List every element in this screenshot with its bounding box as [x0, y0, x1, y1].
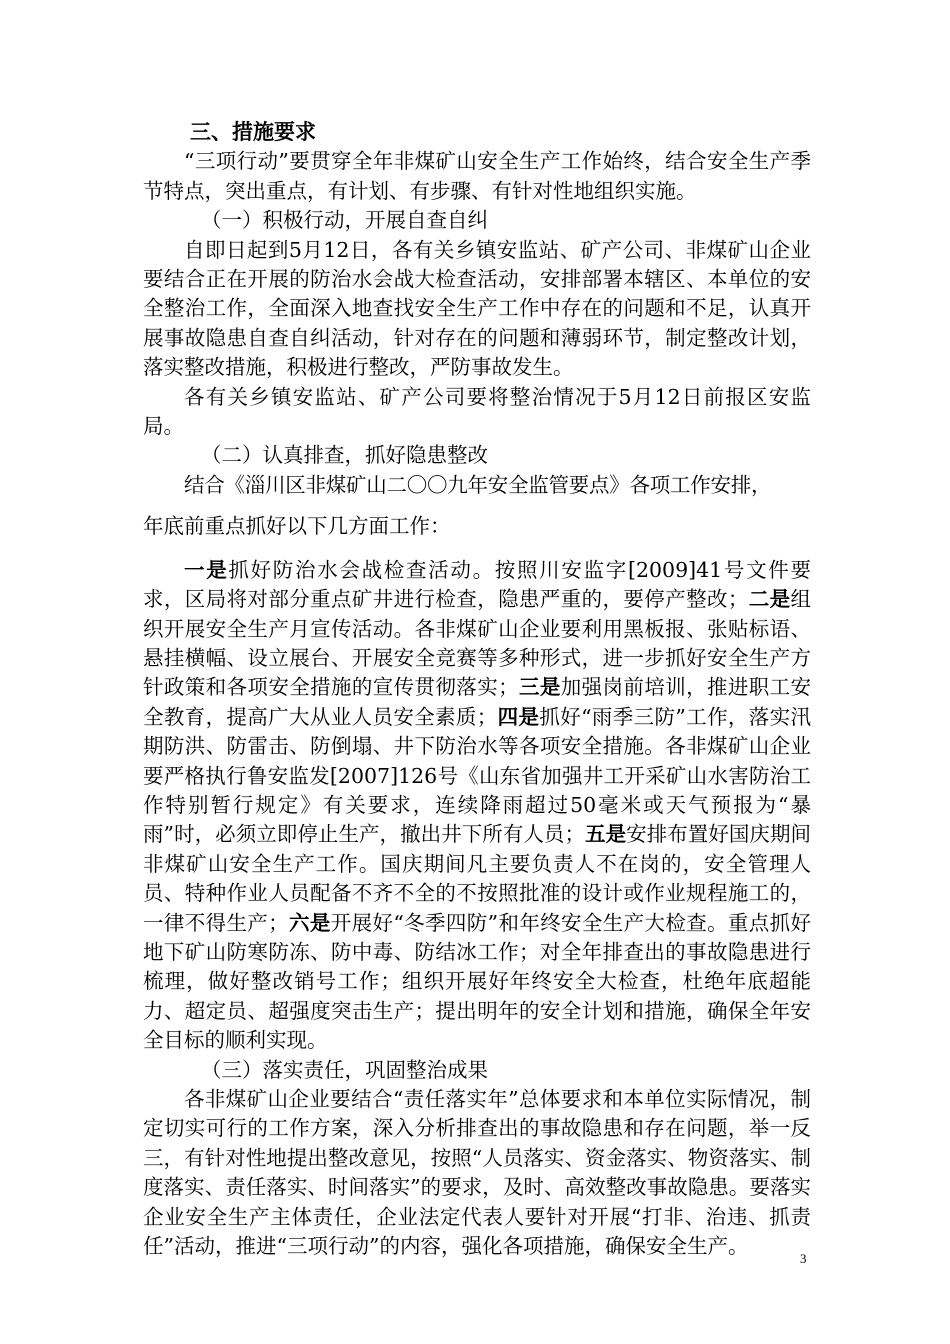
subsection-1-title: （一）积极行动，开展自查自纠	[201, 208, 488, 233]
subsection-3-paragraph-1: 各非煤矿山企业要结合“责任落实年”总体要求和本单位实际情况，制定切实可行的工作方案，深入分析排查出的事故隐患和存在问题，举一反三，有针对性地提出整改意见，按照“人员落实、资金落实、物资落实、制度落实、责任落实、时间落实”的要求，及时、高效整改事故隐患。要落实企业安全生产主体责任，企业法定代表人要针对开展“打非、治违、抓责任”活动，推进“三项行动”的内容，强化各项措施，确保安全生产。	[143, 1087, 811, 1259]
intro-paragraph: “三项行动”要贯穿全年非煤矿山安全生产工作始终，结合安全生产季节特点，突出重点，有计划、有步骤、有针对性地组织实施。	[143, 149, 811, 203]
item-6-text: 开展好“冬季四防”和年终安全生产大检查。重点抓好地下矿山防寒防冻、防中毒、防结冰工作；对全年排查出的事故隐患进行梳理，做好整改销号工作；组织开展好年终安全大检查，杜绝年底超能力、超定员、超强度突击生产；提出明年的安全计划和措施，确保全年安全目标的顺利实现。	[143, 910, 812, 1053]
subsection-2-lead-line-2: 年底前重点抓好以下几方面工作：	[143, 514, 451, 539]
item-3-text: 加强岗前培训，推进职工安全教育，提高广大从业人员安全素质；	[143, 675, 812, 729]
item-5-keyword: 五是	[584, 822, 627, 847]
subsection-2-lead-line-1: 结合《淄川区非煤矿山二〇〇九年安全监管要点》各项工作安排，	[184, 472, 772, 497]
item-4-keyword: 四是	[497, 704, 540, 729]
subsection-2-work-items	[143, 556, 811, 1056]
section-heading: 三、措施要求	[190, 120, 316, 144]
subsection-3-title: （三）落实责任，巩固整治成果	[201, 1057, 488, 1082]
page-number: 3	[800, 1251, 807, 1266]
document-body	[143, 118, 811, 1261]
item-3-keyword: 三是	[518, 675, 561, 700]
item-5-text: 安排布置好国庆期间非煤矿山安全生产工作。国庆期间凡主要负责人不在岗的，安全管理人员、特种作业人员配备不齐不全的不按照批准的设计或作业规程施工的，一律不得生产；	[143, 822, 812, 935]
item-2-keyword: 二是	[748, 587, 791, 612]
item-6-keyword: 六是	[288, 910, 331, 935]
item-4-text: 抓好“雨季三防”工作，落实汛期防洪、防雷击、防倒塌、井下防治水等各项安全措施。各非煤矿山企业要严格执行鲁安监发[2007]126号《山东省加强井工开采矿山水害防治工作特别暂行规定》有关要求，连续降雨超过50毫米或天气预报为“暴雨”时，必须立即停止生产，撤出井下所有人员；	[143, 704, 812, 847]
item-1-keyword: 一是	[184, 557, 229, 582]
item-2-text: 组织开展安全生产月宣传活动。各非煤矿山企业要利用黑板报、张贴标语、悬挂横幅、设立展台、开展安全竞赛等多种形式，进一步抓好安全生产方针政策和各项安全措施的宣传贯彻落实；	[143, 587, 812, 700]
subsection-1-paragraph-1: 自即日起到5月12日，各有关乡镇安监站、矿产公司、非煤矿山企业要结合正在开展的防治水会战大检查活动，安排部署本辖区、本单位的安全整治工作，全面深入地查找安全生产工作中存在的问题和不足，认真开展事故隐患自查自纠活动，针对存在的问题和薄弱环节，制定整改计划，落实整改措施，积极进行整改，严防事故发生。	[143, 237, 811, 380]
subsection-1-paragraph-2: 各有关乡镇安监站、矿产公司要将整治情况于5月12日前报区安监局。	[143, 384, 811, 439]
subsection-2-title: （二）认真排查，抓好隐患整改	[201, 443, 488, 468]
item-1-text: 抓好防治水会战检查活动。按照川安监字[2009]41号文件要求，区局将对部分重点矿井进行检查，隐患严重的，要停产整改；	[143, 557, 811, 612]
